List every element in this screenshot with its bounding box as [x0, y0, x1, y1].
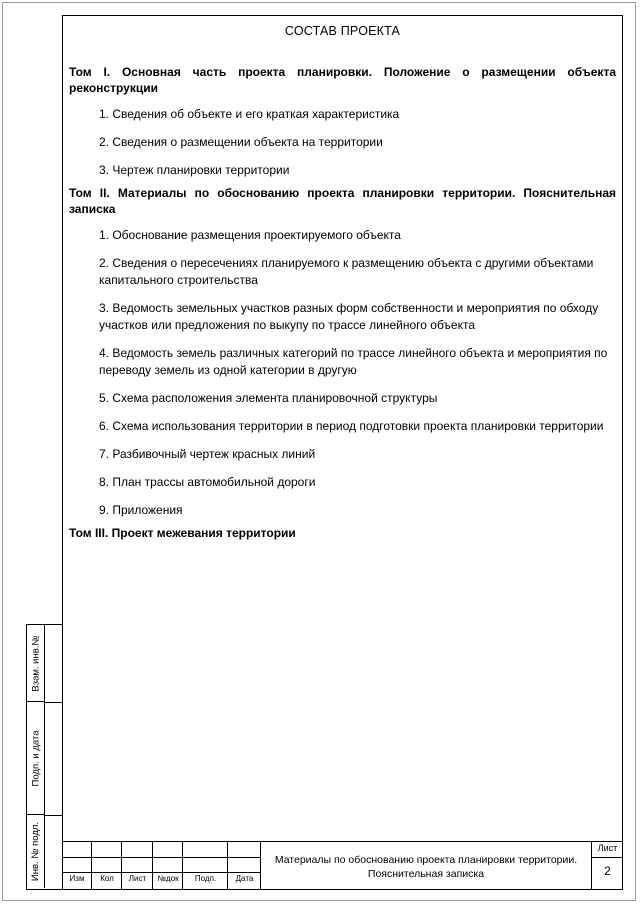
stamp-document-title: Материалы по обоснованию проекта планировки территории. Пояснительная записка [274, 854, 578, 880]
volume-heading: Том III. Проект межевания территории [69, 526, 296, 540]
stamp-header: Лист [128, 874, 147, 883]
volume-heading: Том II. Материалы по обоснованию проекта планировки территории. Пояснительная записка [69, 186, 616, 216]
contents-list [69, 64, 616, 551]
list-item: 5. Схема расположения элемента планировочной структуры [99, 391, 438, 405]
drawing-frame [62, 15, 623, 890]
title-block [62, 841, 623, 890]
list-item: 2. Сведения о пересечениях планируемого к размещению объекта с другими объектами капитального строительства [99, 256, 594, 287]
document-title: СОСТАВ ПРОЕКТА [284, 24, 401, 38]
side-label-inv-no: Взам. инв.№ [30, 634, 42, 692]
stamp-header: Кол [100, 874, 114, 883]
side-empty-column [45, 625, 63, 888]
list-item: 1. Сведения об объекте и его краткая характеристика [99, 107, 400, 121]
list-item: 8. План трассы автомобильной дороги [99, 475, 316, 489]
side-label-inv-orig: Инв. № подл. [30, 821, 42, 882]
list-item: 3. Ведомость земельных участков разных форм собственности и мероприятия по обходу участков или предложения по выкупу по трассе линейного объекта [99, 301, 599, 332]
volume-heading: Том I. Основная часть проекта планировки. Положение о размещении объекта реконструкции [69, 65, 616, 95]
side-cell-sign-date [27, 702, 45, 815]
side-cell-inv-no [27, 625, 45, 702]
list-item: 9. Приложения [99, 503, 183, 517]
stamp-header: Изм [69, 874, 85, 883]
side-label-sign-date: Подп. и дата [30, 730, 42, 786]
list-item: 2. Сведения о размещении объекта на территории [99, 135, 383, 149]
sheet-label: Лист [592, 843, 623, 858]
stamp-header: №док [157, 874, 179, 883]
stamp-header: Подп. [194, 874, 217, 883]
list-item: 4. Ведомость земель различных категорий по трассе линейного объекта и мероприятия по переводу земель из одной категории в другую [99, 346, 608, 377]
list-item: 7. Разбивочный чертеж красных линий [99, 447, 316, 461]
list-item: 6. Схема использования территории в период подготовки проекта планировки территории [99, 419, 604, 433]
side-cell-inv-orig [27, 815, 45, 888]
side-stamp [26, 624, 62, 890]
list-item: 1. Обоснование размещения проектируемого объекта [99, 228, 401, 242]
stamp-header: Дата [235, 874, 254, 883]
list-item: 3. Чертеж планировки территории [99, 163, 290, 177]
sheet-box [591, 842, 623, 889]
sheet-number: 2 [604, 864, 611, 878]
